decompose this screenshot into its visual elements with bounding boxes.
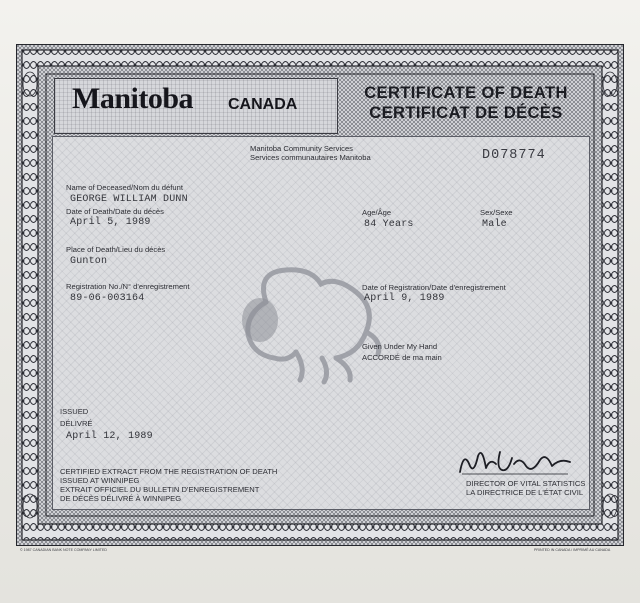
sex-label: Sex/Sexe <box>480 208 513 217</box>
manitoba-wordmark: Manitoba <box>72 82 194 115</box>
footer-fr-line2: DE DÉCÈS DÉLIVRÉ À WINNIPEG <box>60 494 182 503</box>
age-label: Age/Âge <box>362 208 392 217</box>
given-under-hand-fr: ACCORDÉ de ma main <box>362 353 442 362</box>
footer-fr-line1: EXTRAIT OFFICIEL DU BULLETIN D'ENREGISTREMENT <box>60 485 260 494</box>
canada-wordmark: CANADA <box>228 96 298 113</box>
issued-date-value: April 12, 1989 <box>66 431 153 442</box>
certificate-title-en: CERTIFICATE OF DEATH <box>364 84 568 102</box>
registration-number-value: 89-06-003164 <box>70 293 145 304</box>
name-label: Name of Deceased/Nom du défunt <box>66 183 183 192</box>
registration-date-label: Date of Registration/Date d'enregistrement <box>362 283 506 292</box>
bison-watermark <box>226 262 396 386</box>
printer-credit-right: PRINTED IN CANADA / IMPRIMÉ AU CANADA <box>534 548 611 552</box>
name-value: GEORGE WILLIAM DUNN <box>70 194 188 205</box>
issuer-line-fr: Services communautaires Manitoba <box>250 153 371 162</box>
date-of-death-label: Date of Death/Date du décès <box>66 207 164 216</box>
registration-date-value: April 9, 1989 <box>364 293 445 304</box>
director-title-en: DIRECTOR OF VITAL STATISTICS <box>466 479 586 488</box>
director-title-fr: LA DIRECTRICE DE L'ÉTAT CIVIL <box>466 488 584 497</box>
sex-value: Male <box>482 219 507 230</box>
issued-label-en: ISSUED <box>60 407 89 416</box>
place-of-death-label: Place of Death/Lieu du décès <box>66 245 166 254</box>
director-signature <box>456 444 576 478</box>
given-under-hand-en: Given Under My Hand <box>362 342 438 351</box>
serial-number: D078774 <box>482 148 546 163</box>
age-value: 84 Years <box>364 219 414 230</box>
printer-credit-left: © 1987 CANADIAN BANK NOTE COMPANY LIMITED <box>20 548 107 552</box>
certificate-title-fr: CERTIFICAT DE DÉCÈS <box>369 104 563 122</box>
footer-en-line1: CERTIFIED EXTRACT FROM THE REGISTRATION OF DEATH <box>60 467 278 476</box>
issuer-line-en: Manitoba Community Services <box>250 144 353 153</box>
registration-number-label: Registration No./N° d'enregistrement <box>66 282 190 291</box>
issued-label-fr: DÉLIVRÉ <box>60 419 93 428</box>
place-of-death-value: Gunton <box>70 256 108 267</box>
certificate-title <box>346 78 586 132</box>
footer-en-line2: ISSUED AT WINNIPEG <box>60 476 140 485</box>
date-of-death-value: April 5, 1989 <box>70 217 151 228</box>
